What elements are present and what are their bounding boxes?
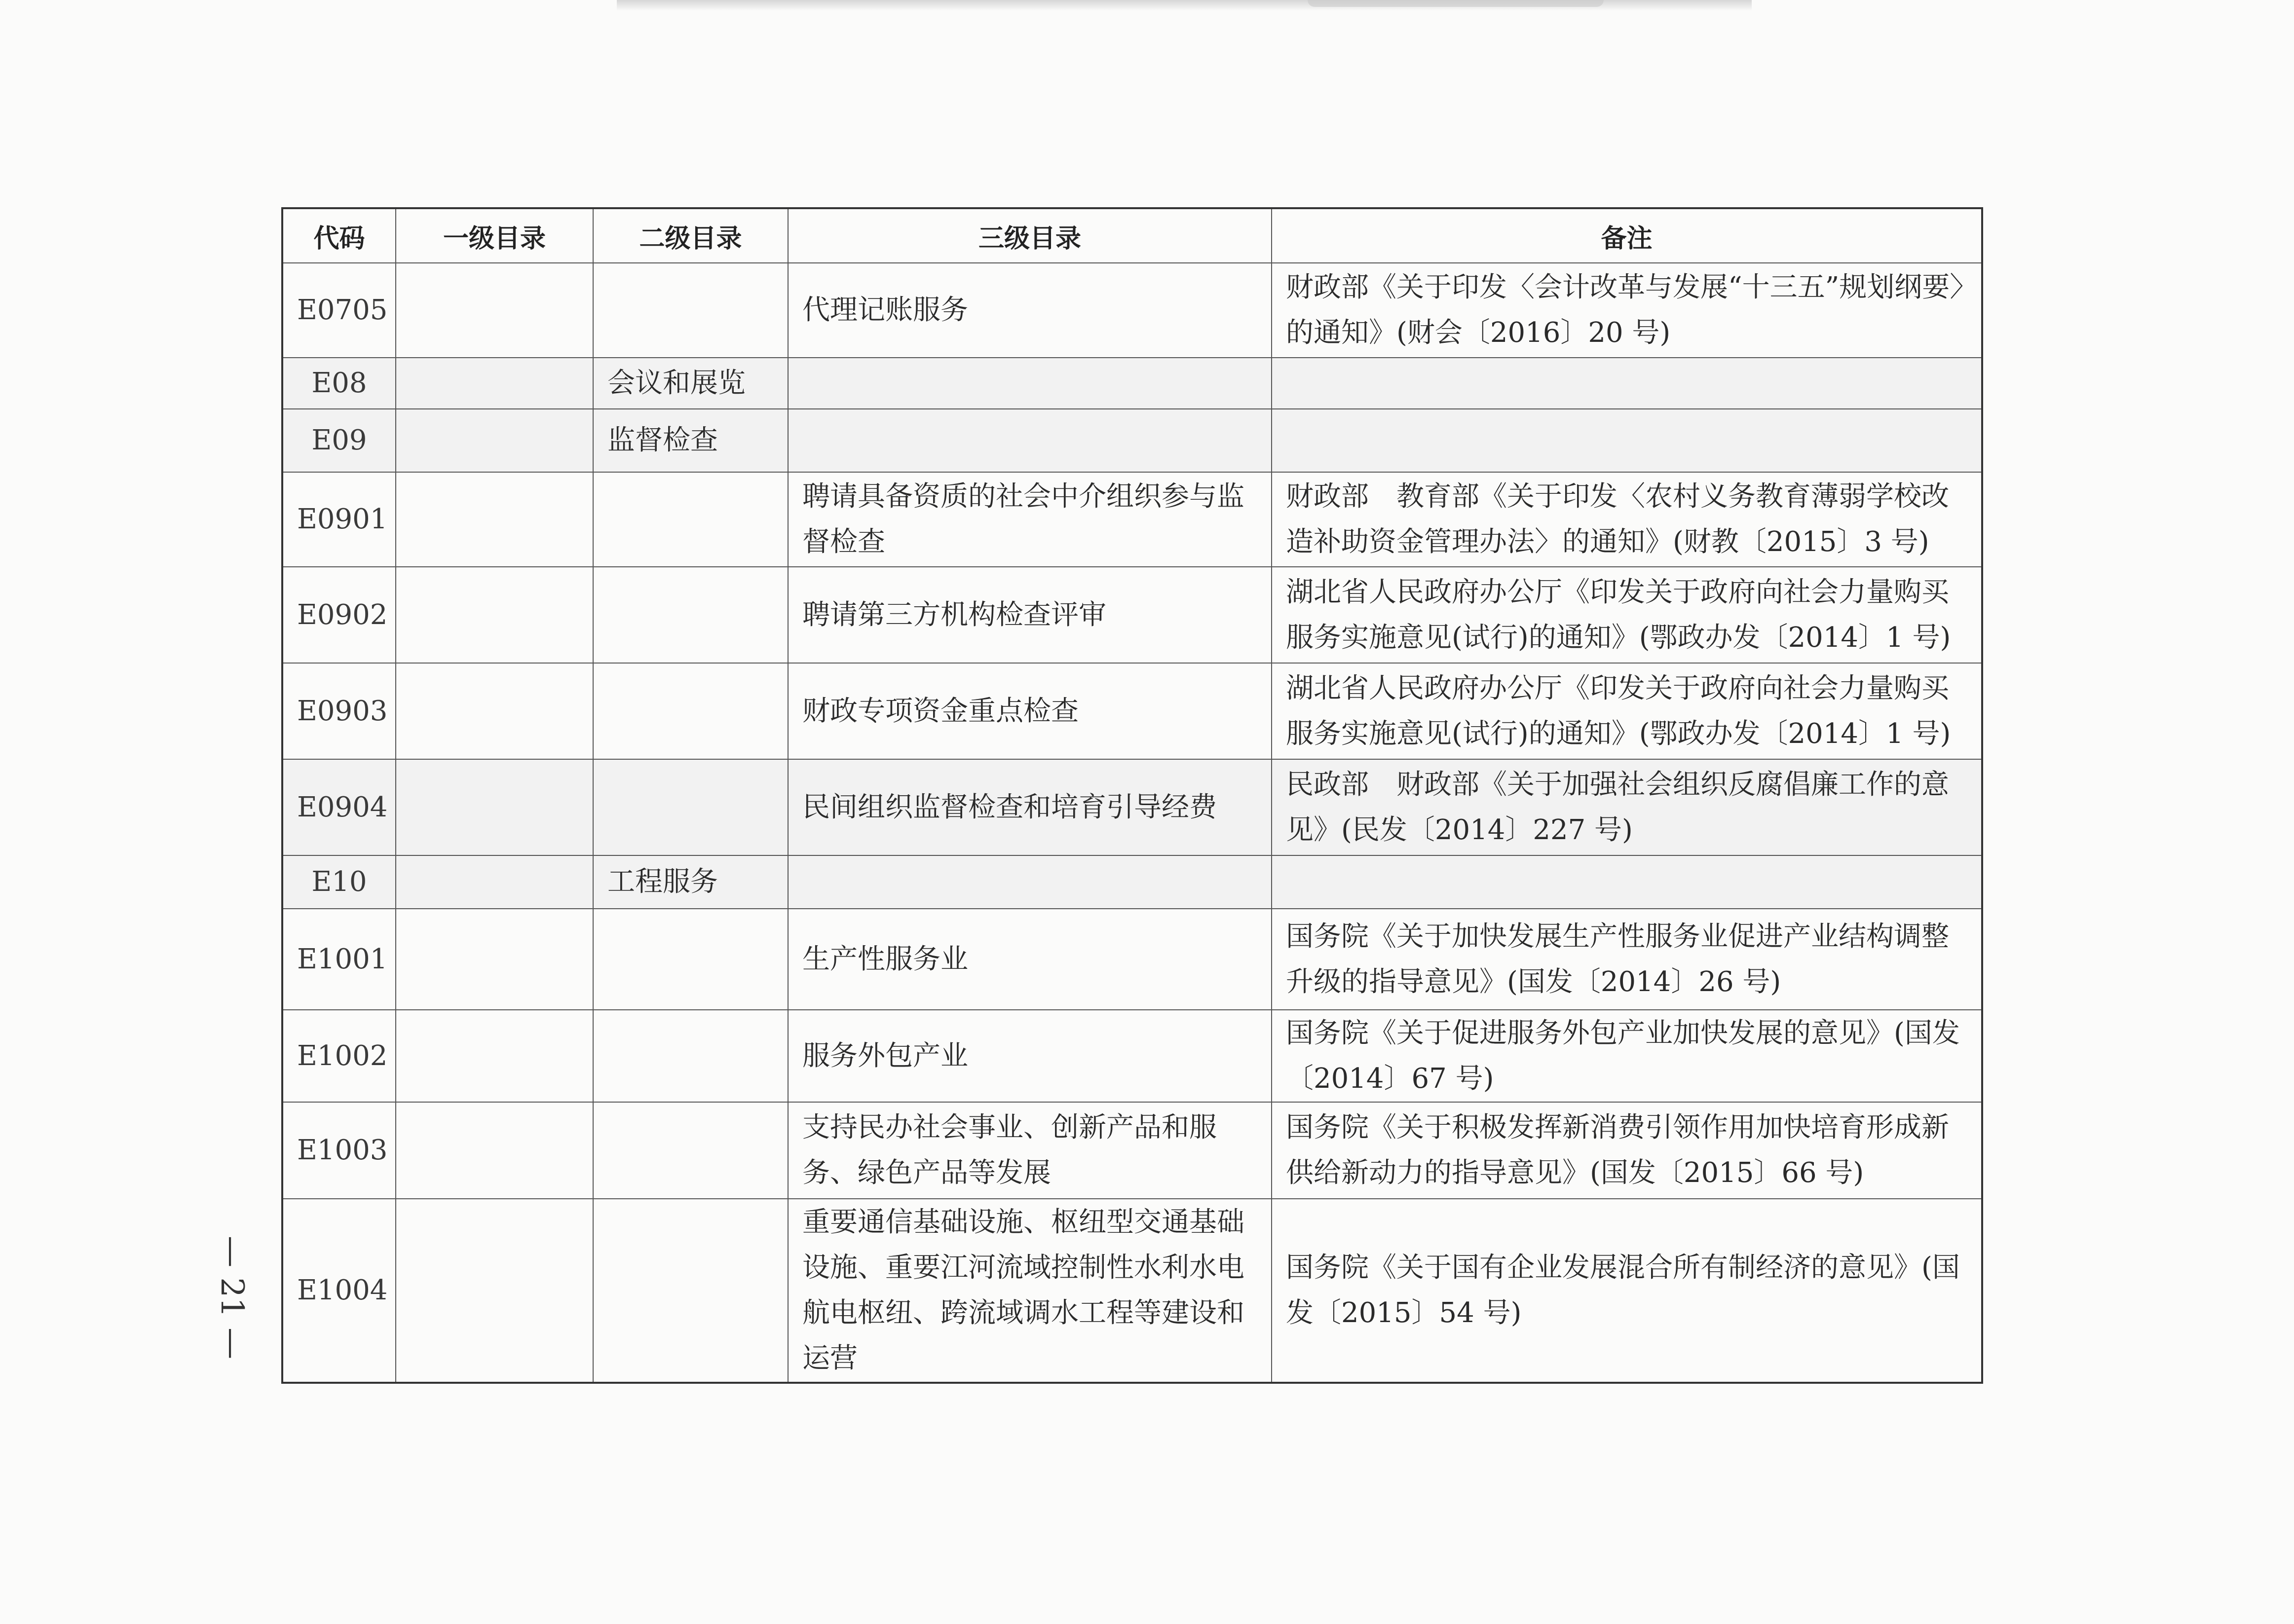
row-level1 bbox=[396, 855, 593, 909]
row-level2 bbox=[593, 1199, 788, 1383]
row-code: E0901 bbox=[282, 472, 396, 567]
row-note: 财政部 教育部《关于印发〈农村义务教育薄弱学校改造补助资金管理办法〉的通知》(财教〔2015〕3 号) bbox=[1272, 472, 1982, 567]
header-note: 备注 bbox=[1272, 208, 1982, 263]
header-level3: 三级目录 bbox=[788, 208, 1272, 263]
row-level1 bbox=[396, 759, 593, 855]
row-level3: 生产性服务业 bbox=[788, 909, 1272, 1010]
table-row bbox=[282, 1199, 1982, 1383]
row-code: E1002 bbox=[282, 1010, 396, 1102]
row-level1 bbox=[396, 909, 593, 1010]
table-row bbox=[282, 409, 1982, 472]
header-level2: 二级目录 bbox=[593, 208, 788, 263]
row-code: E1004 bbox=[282, 1199, 396, 1383]
table-row bbox=[282, 1102, 1982, 1199]
header-code: 代码 bbox=[282, 208, 396, 263]
row-level3: 服务外包产业 bbox=[788, 1010, 1272, 1102]
row-level3: 重要通信基础设施、枢纽型交通基础设施、重要江河流域控制性水利水电航电枢纽、跨流域调水工程等建设和运营 bbox=[788, 1199, 1272, 1383]
scan-edge-shadow-dark bbox=[1308, 0, 1604, 7]
table-row bbox=[282, 358, 1982, 409]
row-code: E10 bbox=[282, 855, 396, 909]
row-level2: 工程服务 bbox=[593, 855, 788, 909]
row-note: 国务院《关于积极发挥新消费引领作用加快培育形成新供给新动力的指导意见》(国发〔2015〕66 号) bbox=[1272, 1102, 1982, 1199]
table-row bbox=[282, 1010, 1982, 1102]
table-row bbox=[282, 472, 1982, 567]
row-note bbox=[1272, 409, 1982, 472]
header-level1: 一级目录 bbox=[396, 208, 593, 263]
row-level2 bbox=[593, 1102, 788, 1199]
row-code: E0902 bbox=[282, 567, 396, 663]
row-note: 国务院《关于国有企业发展混合所有制经济的意见》(国发〔2015〕54 号) bbox=[1272, 1199, 1982, 1383]
table-row bbox=[282, 263, 1982, 358]
row-level2 bbox=[593, 263, 788, 358]
table-row bbox=[282, 663, 1982, 759]
row-code: E1001 bbox=[282, 909, 396, 1010]
row-level2 bbox=[593, 1010, 788, 1102]
row-note: 国务院《关于加快发展生产性服务业促进产业结构调整升级的指导意见》(国发〔2014〕26 号) bbox=[1272, 909, 1982, 1010]
page-number: — 21 — bbox=[214, 1235, 250, 1360]
row-level2 bbox=[593, 663, 788, 759]
row-level1 bbox=[396, 263, 593, 358]
row-level3: 财政专项资金重点检查 bbox=[788, 663, 1272, 759]
row-level3: 民间组织监督检查和培育引导经费 bbox=[788, 759, 1272, 855]
row-level3 bbox=[788, 358, 1272, 409]
row-code: E1003 bbox=[282, 1102, 396, 1199]
row-level3: 支持民办社会事业、创新产品和服务、绿色产品等发展 bbox=[788, 1102, 1272, 1199]
row-note: 财政部《关于印发〈会计改革与发展“十三五”规划纲要〉的通知》(财会〔2016〕20 号) bbox=[1272, 263, 1982, 358]
row-note: 湖北省人民政府办公厅《印发关于政府向社会力量购买服务实施意见(试行)的通知》(鄂政办发〔2014〕1 号) bbox=[1272, 567, 1982, 663]
table-row bbox=[282, 759, 1982, 855]
row-level2 bbox=[593, 909, 788, 1010]
row-level2 bbox=[593, 567, 788, 663]
row-note: 国务院《关于促进服务外包产业加快发展的意见》(国发〔2014〕67 号) bbox=[1272, 1010, 1982, 1102]
row-level1 bbox=[396, 1102, 593, 1199]
table-row bbox=[282, 909, 1982, 1010]
row-code: E0904 bbox=[282, 759, 396, 855]
table-header-row bbox=[282, 208, 1982, 263]
row-level1 bbox=[396, 409, 593, 472]
row-note bbox=[1272, 358, 1982, 409]
row-level2 bbox=[593, 472, 788, 567]
row-level3: 聘请第三方机构检查评审 bbox=[788, 567, 1272, 663]
row-level1 bbox=[396, 472, 593, 567]
table-row bbox=[282, 567, 1982, 663]
row-code: E0903 bbox=[282, 663, 396, 759]
row-note: 民政部 财政部《关于加强社会组织反腐倡廉工作的意见》(民发〔2014〕227 号) bbox=[1272, 759, 1982, 855]
row-code: E08 bbox=[282, 358, 396, 409]
row-code: E0705 bbox=[282, 263, 396, 358]
row-note: 湖北省人民政府办公厅《印发关于政府向社会力量购买服务实施意见(试行)的通知》(鄂政办发〔2014〕1 号) bbox=[1272, 663, 1982, 759]
row-note bbox=[1272, 855, 1982, 909]
row-level1 bbox=[396, 358, 593, 409]
row-level3: 聘请具备资质的社会中介组织参与监督检查 bbox=[788, 472, 1272, 567]
row-level1 bbox=[396, 663, 593, 759]
row-level2: 监督检查 bbox=[593, 409, 788, 472]
row-level1 bbox=[396, 1199, 593, 1383]
row-level2 bbox=[593, 759, 788, 855]
row-level2: 会议和展览 bbox=[593, 358, 788, 409]
row-level3 bbox=[788, 855, 1272, 909]
row-level1 bbox=[396, 1010, 593, 1102]
row-level3: 代理记账服务 bbox=[788, 263, 1272, 358]
catalog-table bbox=[281, 207, 1983, 1384]
row-code: E09 bbox=[282, 409, 396, 472]
table-row bbox=[282, 855, 1982, 909]
row-level3 bbox=[788, 409, 1272, 472]
row-level1 bbox=[396, 567, 593, 663]
